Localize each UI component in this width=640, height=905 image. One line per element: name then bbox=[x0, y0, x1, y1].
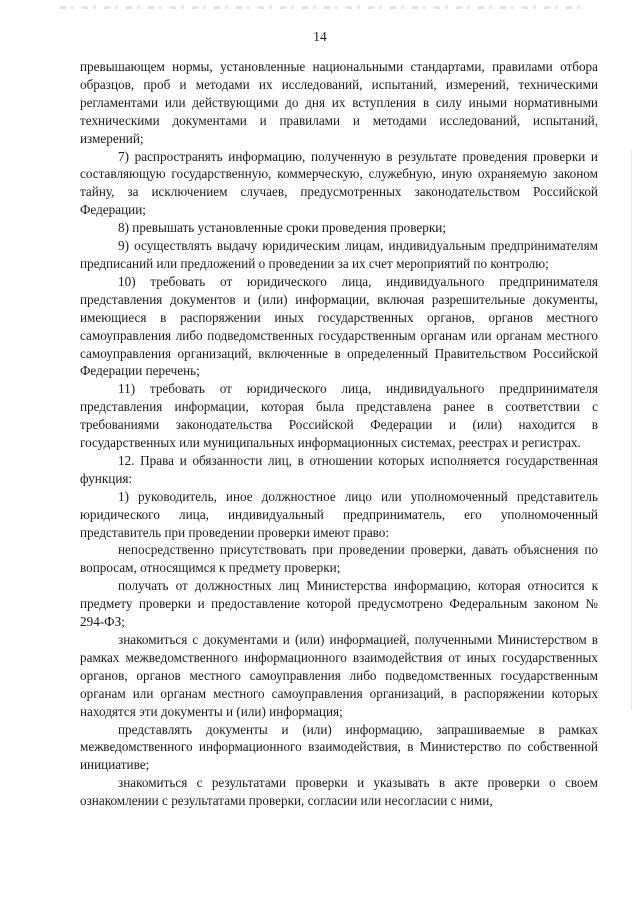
paragraph-item-10: 10) требовать от юридического лица, индивидуального предпринимателя представления документов и (или) информации, включая разрешительные документы, имеющиеся в распоряжении иных государственных органов, органов местного самоуправления либо подведомственных государственным органам или органам местного самоуправления организаций, включенные в определенный Правительством Российской Федерации перечень; bbox=[80, 273, 598, 379]
paragraph-right-review-documents: знакомиться с документами и (или) информацией, полученными Министерством в рамках межведомственного информационного взаимодействия от иных государственных органов, органов местного самоуправления либо подведомственных государственным органам или органам местного самоуправления организаций, в распоряжении которых находятся эти документы и (или) информация; bbox=[80, 632, 598, 719]
paragraph-right-submit-documents: представлять документы и (или) информацию, запрашиваемые в рамках межведомственного информационного взаимодействия, в Министерство по собственной инициативе; bbox=[80, 721, 598, 773]
scan-edge-line bbox=[631, 150, 632, 710]
scan-artifact-strip bbox=[60, 6, 580, 9]
page-number: 14 bbox=[313, 29, 327, 44]
paragraph-item-7: 7) распространять информацию, полученную в результате проведения проверки и составляющую государственную, коммерческую, служебную, иную охраняемую законом тайну, за исключением случаев, предусмотренных законодательством Российской Федерации; bbox=[80, 148, 598, 218]
paragraph-item-9: 9) осуществлять выдачу юридическим лицам, индивидуальным предпринимателям предписаний или предложений о проведении за их счет мероприятий по контролю; bbox=[80, 238, 598, 271]
paragraph-item-8: 8) превышать установленные сроки проведения проверки; bbox=[118, 220, 446, 236]
document-body bbox=[80, 58, 598, 810]
paragraph-right-review-results: знакомиться с результатами проверки и указывать в акте проверки о своем ознакомлении с результатами проверки, согласии или несогласии с ними, bbox=[80, 775, 598, 809]
paragraph-section-12: 12. Права и обязанности лиц, в отношении которых исполняется государственная функция: bbox=[80, 452, 598, 486]
paragraph-subitem-1: 1) руководитель, иное должностное лицо или уполномоченный представитель юридического лица, индивидуальный предприниматель, его уполномоченный представитель при проведении проверки имеют право: bbox=[80, 488, 598, 540]
paragraph-item-11: 11) требовать от юридического лица, индивидуального предпринимателя представления информации, которая была представлена ранее в соответствии с требованиями законодательства Российской Федерации и (или) находится в государственных или муниципальных информационных системах, реестрах и регистрах. bbox=[80, 381, 598, 451]
paragraph-right-attend: непосредственно присутствовать при проведении проверки, давать объяснения по вопросам, относящимся к предмету проверки; bbox=[80, 542, 598, 576]
paragraph-right-receive-info: получать от должностных лиц Министерства информацию, которая относится к предмету проверки и предоставление которой предусмотрено Федеральным законом № 294-ФЗ; bbox=[80, 578, 598, 630]
paragraph-continuation: превышающем нормы, установленные национальными стандартами, правилами отбора образцов, проб и методами их исследований, испытаний, измерений, техническими регламентами или действующими до дня их вступления в силу иными нормативными техническими документами и правилами и методами исследований, испытаний, измерений; bbox=[80, 59, 598, 146]
